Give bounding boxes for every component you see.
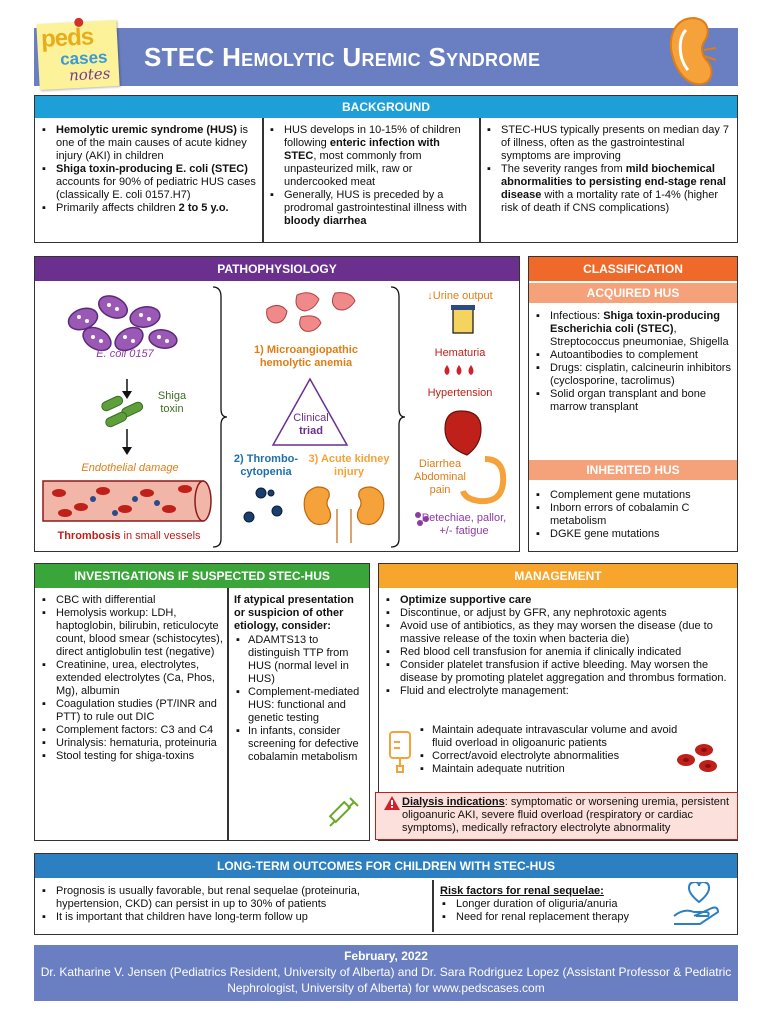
management-list (384, 594, 734, 698)
petechiae-label: Petechiae, pallor, +/- fatigue (421, 512, 507, 537)
ecoli-label: E. coli 0157 (96, 348, 154, 360)
list-item: ▪ Fluid and electrolyte management: (384, 685, 734, 698)
list-item: ▪ Longer duration of oliguria/anuria (440, 898, 660, 911)
pathophysiology-heading: PATHOPHYSIOLOGY (35, 257, 519, 281)
background-col-3 (485, 124, 735, 215)
list-item: ▪ STEC-HUS typically presents on median day 7 of illness, often as the gastrointestinal symptoms are improving (485, 124, 735, 163)
clinical-triad-label: Clinical triad (293, 412, 329, 437)
background-col-1 (40, 124, 256, 215)
list-item: ▪ Drugs: cisplatin, calcineurin inhibitors (cyclosporine, tacrolimus) (534, 362, 734, 388)
heart-icon (445, 411, 481, 455)
investigations-heading: INVESTIGATIONS IF SUSPECTED STEC-HUS (35, 564, 369, 588)
list-item: ▪ Urinalysis: hematuria, proteinuria (40, 737, 224, 750)
outcomes-left (40, 885, 426, 924)
list-item: ▪ Complement-mediated HUS: functional and genetic testing (234, 686, 366, 725)
list-item: ▪ Maintain adequate intravascular volume and avoid fluid overload in oligoanuric patients (418, 724, 678, 750)
inherited-hus-list (534, 489, 734, 541)
list-item: ▪ CBC with differential (40, 594, 224, 607)
hematuria-label: Hematuria (434, 347, 486, 359)
dialysis-indications-box: Dialysis indications: symptomatic or worsening uremia, persistent oligoanuric AKI, severe fluid overload (respiratory or cardiac symptoms), medically refractory electrolyte abnormality (375, 792, 738, 840)
acquired-hus-list (534, 310, 734, 414)
background-divider-2 (479, 118, 481, 242)
syringe-icon (326, 794, 362, 830)
endothelial-damage-label: Endothelial damage (81, 462, 179, 474)
page-title (144, 28, 704, 86)
footer-authors: Dr. Katharine V. Jensen (Pediatrics Resident, University of Alberta) and Dr. Sara Rodriguez Lopez (Assistant Professor & Pediatric Nephrologist, University of Alberta) for www.pedscases.com (40, 965, 732, 995)
list-item: ▪ In infants, consider screening for defective cobalamin metabolism (234, 725, 366, 764)
list-item: ▪ HUS develops in 10-15% of children following enteric infection with STEC, most commonly from unpasteurized milk, raw or undercooked meat (268, 124, 474, 189)
list-item: ▪ Consider platelet transfusion if active bleeding. May worsen the disease by promoting platelet aggregation and thrombus formation. (384, 659, 734, 685)
risk-factors-title: Risk factors for renal sequelae: (440, 885, 604, 897)
background-col-2 (268, 124, 474, 228)
ecoli-bacteria-icon (65, 292, 178, 356)
red-blood-cell-fragments-icon (267, 293, 355, 332)
outcomes-divider (432, 880, 434, 932)
shiga-toxin-label: Shiga toxin (157, 390, 187, 415)
list-item: ▪ Need for renal replacement therapy (440, 911, 660, 924)
list-item: ▪ Prognosis is usually favorable, but renal sequelae (proteinuria, hypertension, CKD) can persist in up to 30% of patients (40, 885, 426, 911)
logo-line3: notes (68, 64, 111, 85)
investigations-left (40, 594, 224, 763)
outcomes-heading: LONG-TERM OUTCOMES FOR CHILDREN WITH STEC-HUS (35, 854, 737, 878)
list-item: ▪ Inborn errors of cobalamin C metabolism (534, 502, 734, 528)
thrombosis-label: Thrombosis in small vessels (57, 530, 201, 542)
list-item: ▪ Optimize supportive care (384, 594, 734, 607)
list-item: ▪ Red blood cell transfusion for anemia if clinically indicated (384, 646, 734, 659)
blood-vessel-icon (43, 481, 211, 521)
investigations-right (234, 594, 366, 764)
header-banner (34, 28, 738, 86)
list-item: ▪ Discontinue, or adjust by GFR, any nephrotoxic agents (384, 607, 734, 620)
investigations-divider (227, 588, 229, 840)
pedscases-logo (36, 20, 119, 90)
platelets-icon (244, 488, 282, 522)
warning-icon (384, 796, 400, 810)
list-item: ▪ Shiga toxin-producing E. coli (STEC) accounts for 90% of pediatric HUS cases (classically E. coli 0157.H7) (40, 163, 256, 202)
fluid-management-list (418, 724, 678, 776)
list-item: ▪ Correct/avoid electrolyte abnormalities (418, 750, 678, 763)
diarrhea-label: Diarrhea Abdominal pain (414, 458, 466, 496)
logo-line2: cases (59, 47, 108, 69)
list-item: ▪ Creatinine, urea, electrolytes, extended electrolytes (Ca, Phos, Mg), albumin (40, 659, 224, 698)
page-title-text: STEC Hemolytic Uremic Syndrome (144, 41, 541, 72)
list-item: ▪ Hemolysis workup: LDH, haptoglobin, bilirubin, reticulocyte count, blood smear (schistocytes), direct antiglobulin test (negative) (40, 607, 224, 659)
list-item: ▪ It is important that children have long-term follow up (40, 911, 426, 924)
list-item: ▪ Primarily affects children 2 to 5 y.o. (40, 202, 256, 215)
list-item: ▪ Hemolytic uremic syndrome (HUS) is one of the main causes of acute kidney injury (AKI) in children (40, 124, 256, 163)
hypertension-label: Hypertension (427, 387, 493, 399)
list-item: ▪ Complement gene mutations (534, 489, 734, 502)
mah-label: 1) Microangiopathic hemolytic anemia (254, 344, 358, 369)
urine-cup-icon (451, 305, 475, 333)
urine-output-label: ↓Urine output (427, 290, 493, 302)
inherited-hus-heading: INHERITED HUS (529, 460, 737, 480)
blood-drops-icon (445, 365, 474, 375)
management-heading: MANAGEMENT (379, 564, 737, 588)
footer (34, 945, 738, 1001)
list-item: ▪ Autoantibodies to complement (534, 349, 734, 362)
footer-date: February, 2022 (344, 949, 428, 963)
list-item: ▪ DGKE gene mutations (534, 528, 734, 541)
list-item: ▪ Complement factors: C3 and C4 (40, 724, 224, 737)
background-divider-1 (262, 118, 264, 242)
list-item: ▪ Avoid use of antibiotics, as they may worsen the disease (due to massive release of the toxin when bacteria die) (384, 620, 734, 646)
outcomes-right (440, 885, 660, 924)
list-item: ▪ Solid organ transplant and bone marrow transplant (534, 388, 734, 414)
heart-hand-icon (672, 882, 726, 928)
aki-label: 3) Acute kidney injury (308, 453, 390, 478)
classification-heading: CLASSIFICATION (529, 257, 737, 281)
shiga-toxin-icon (100, 395, 144, 428)
red-blood-cells-icon (672, 738, 722, 774)
thrombocytopenia-label: 2) Thrombo-cytopenia (233, 453, 299, 478)
list-item: ▪ Generally, HUS is preceded by a prodromal gastrointestinal illness with bloody diarrhea (268, 189, 474, 228)
list-item: ▪ Stool testing for shiga-toxins (40, 750, 224, 763)
kidney-icon (664, 14, 718, 90)
list-item: ▪ Maintain adequate nutrition (418, 763, 678, 776)
list-item: ▪ ADAMTS13 to distinguish TTP from HUS (normal level in HUS) (234, 634, 366, 686)
iv-bag-icon (386, 728, 416, 776)
kidneys-icon (304, 487, 384, 543)
logo-line1: peds (40, 23, 94, 53)
atypical-title: If atypical presentation or suspicion of other etiology, consider: (234, 594, 354, 632)
background-heading: BACKGROUND (35, 96, 737, 118)
list-item: ▪ The severity ranges from mild biochemical abnormalities to persisting end-stage renal disease with a mortality rate of 1-4% (higher risk of death if CNS complications) (485, 163, 735, 215)
list-item: ▪ Infectious: Shiga toxin-producing Escherichia coli (STEC), Streptococcus pneumoniae, Shigella (534, 310, 734, 349)
list-item: ▪ Coagulation studies (PT/INR and PTT) to rule out DIC (40, 698, 224, 724)
acquired-hus-heading: ACQUIRED HUS (529, 283, 737, 303)
